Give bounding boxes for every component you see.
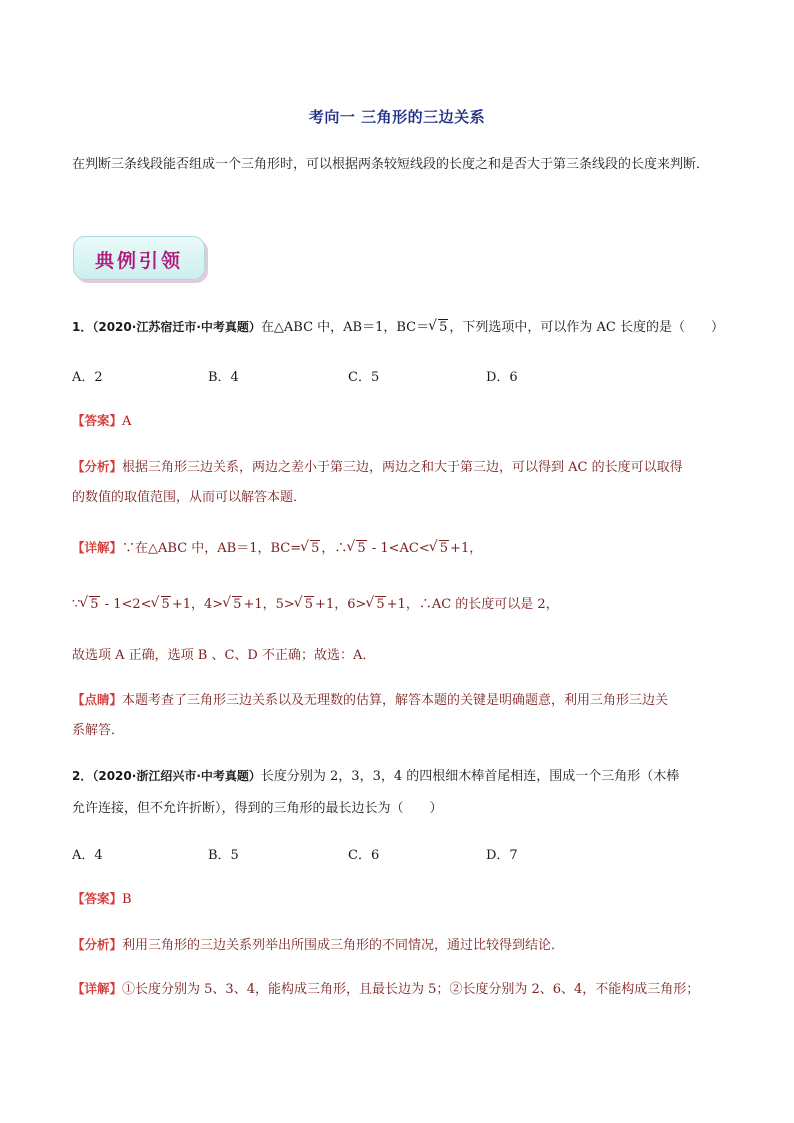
q2-option-b: B．5 xyxy=(208,848,239,863)
question-2-stem-line-1: 2．（2020·浙江绍兴市·中考真题）长度分别为 2，3，3，4 的四根细木棒首尾相连，围成一个三角形（木棒 xyxy=(72,769,680,784)
q1-option-d: D．6 xyxy=(486,370,518,385)
question-2-source: （2020·浙江绍兴市·中考真题） xyxy=(92,769,261,783)
q1-comment-line-2: 系解答． xyxy=(72,723,125,738)
q1-detail-line-1: 【详解】∵在△ABC 中，AB＝1，BC=√ 5 ，∴√ 5 - 1<AC<√ 5 +1， xyxy=(72,537,482,556)
q1-analysis-line-2: 的数值的取值范围，从而可以解答本题． xyxy=(72,490,307,505)
examples-banner xyxy=(73,236,205,280)
q1-analysis-line-1: 【分析】根据三角形三边关系，两边之差小于第三边，两边之和大于第三边，可以得到 AC 的长度可以取得 xyxy=(72,459,683,475)
q2-detail: 【详解】①长度分别为 5、3、4，能构成三角形，且最长边为 5；②长度分别为 2、6、4，不能构成三角形； xyxy=(72,981,700,997)
q2-option-a: A．4 xyxy=(72,848,103,863)
question-1-source: （2020·江苏宿迁市·中考真题） xyxy=(92,320,261,334)
q2-option-c: C．6 xyxy=(348,848,380,863)
comment-tag: 【点睛】 xyxy=(72,692,123,707)
q1-answer: 【答案】A xyxy=(72,413,132,429)
q1-comment-line-1: 【点睛】本题考查了三角形三边关系以及无理数的估算，解答本题的关键是明确题意，利用三角形三边关 xyxy=(72,692,669,708)
q2-analysis: 【分析】利用三角形的三边关系列举出所围成三角形的不同情况，通过比较得到结论． xyxy=(72,937,565,953)
intro-paragraph: 在判断三条线段能否组成一个三角形时，可以根据两条较短线段的长度之和是否大于第三条线段的长度来判断． xyxy=(72,157,710,172)
q1-option-b: B．4 xyxy=(208,370,239,385)
q2-answer: 【答案】B xyxy=(72,891,132,907)
sqrt-5: √ 5 xyxy=(429,320,448,335)
analysis-tag: 【分析】 xyxy=(72,459,123,474)
banner-label: 典例引领 xyxy=(94,250,183,272)
q1-option-c: C．5 xyxy=(348,370,380,385)
section-title: 考向一 三角形的三边关系 xyxy=(308,108,486,126)
answer-tag: 【答案】 xyxy=(72,413,123,428)
q2-option-d: D．7 xyxy=(486,848,518,863)
question-2-stem-line-2: 允许连接，但不允许折断），得到的三角形的最长边长为（ ） xyxy=(72,801,443,816)
q1-detail-line-3: 故选项 A 正确，选项 B 、C、D 不正确；故选：A． xyxy=(72,648,376,663)
q1-detail-line-2: ∵√ 5 - 1<2<√ 5 +1，4>√ 5 +1，5>√ 5 +1，6>√ 5 +1，∴AC 的长度可以是 2， xyxy=(72,593,559,612)
question-1-stem: 1．（2020·江苏宿迁市·中考真题）在△ABC 中，AB＝1，BC＝√ 5 ，下列选项中，可以作为 AC 长度的是（ ） xyxy=(72,316,724,335)
detail-tag: 【详解】 xyxy=(72,540,123,555)
question-1-number: 1． xyxy=(72,320,93,334)
question-2-number: 2． xyxy=(72,769,93,783)
q1-option-a: A．2 xyxy=(72,370,103,385)
